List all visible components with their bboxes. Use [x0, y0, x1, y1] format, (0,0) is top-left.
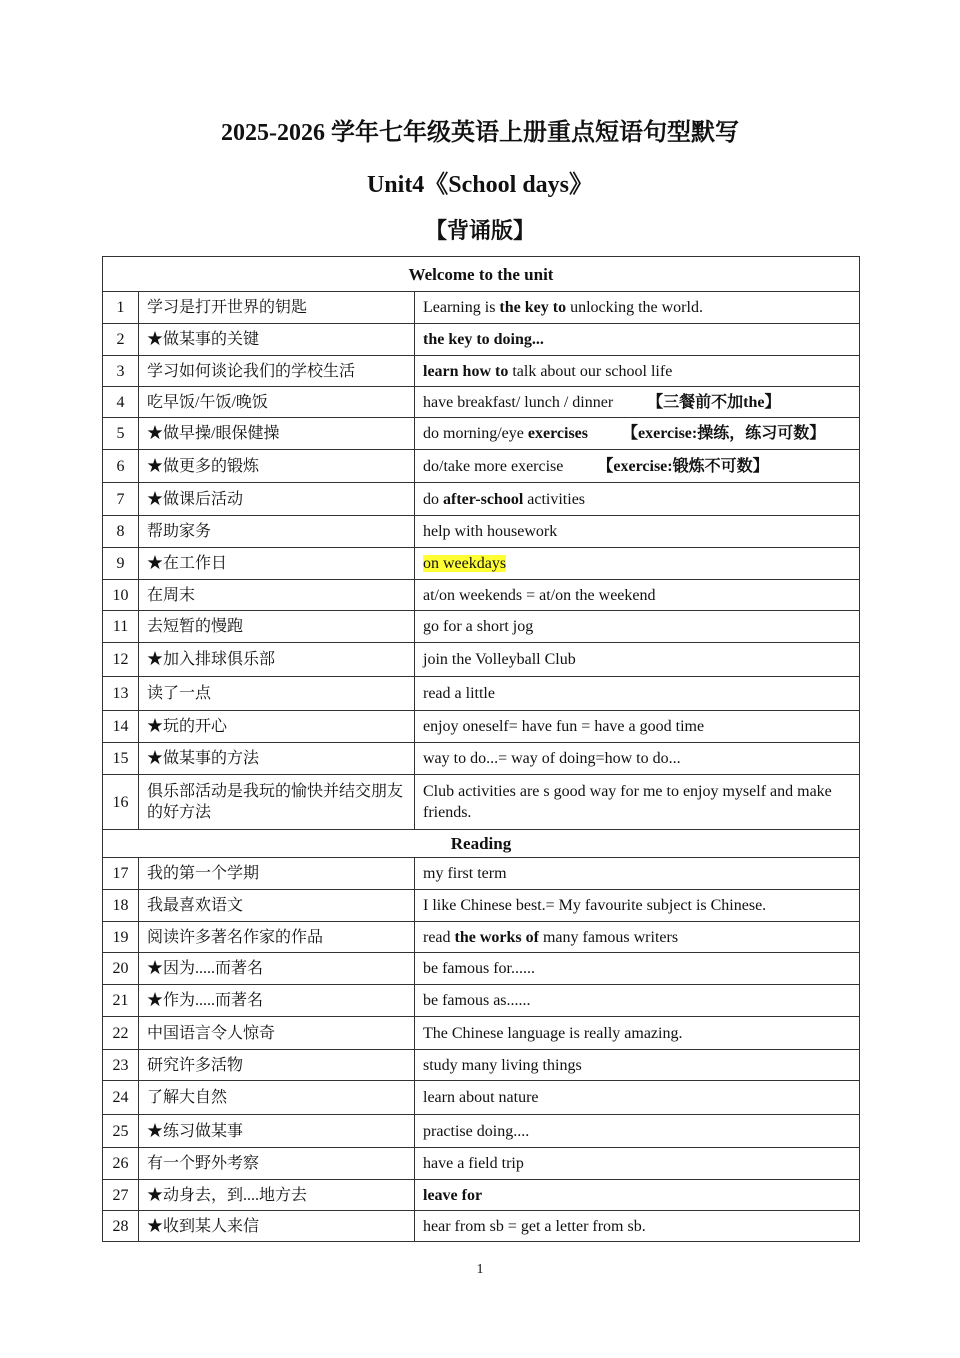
phrase-text: on weekdays	[423, 555, 507, 572]
row-number: 1	[103, 292, 139, 324]
chinese-phrase: 中国语言令人惊奇	[139, 1017, 415, 1050]
row-number: 24	[103, 1081, 139, 1115]
table-row	[103, 450, 860, 483]
row-number: 21	[103, 985, 139, 1017]
row-number: 17	[103, 858, 139, 890]
grammar-note: 【三餐前不加the】	[647, 393, 781, 411]
english-phrase	[415, 418, 860, 450]
row-number: 7	[103, 483, 139, 516]
phrase-text: The Chinese language is really amazing.	[423, 1024, 683, 1042]
english-phrase	[415, 743, 860, 775]
phrase-text: I like Chinese best.= My favourite subject is Chinese.	[423, 897, 767, 914]
english-phrase	[415, 580, 860, 611]
chinese-phrase: ★做更多的锻炼	[139, 450, 415, 483]
key-phrase: exercises	[527, 425, 588, 442]
chinese-phrase: 阅读许多著名作家的作品	[139, 922, 415, 953]
phrase-text: practise doing....	[423, 1122, 530, 1140]
chinese-phrase: 在周末	[139, 580, 415, 611]
table-row	[103, 985, 860, 1017]
english-phrase	[415, 1050, 860, 1081]
row-number: 11	[103, 611, 139, 643]
section-header: Welcome to the unit	[103, 257, 860, 292]
english-phrase	[415, 1211, 860, 1242]
table-row	[103, 677, 860, 711]
phrase-text: read a little	[423, 685, 495, 702]
chinese-phrase: ★动身去，到....地方去	[139, 1180, 415, 1211]
row-number: 18	[103, 890, 139, 922]
row-number: 9	[103, 548, 139, 580]
phrase-text: be famous as......	[423, 992, 531, 1009]
table-row	[103, 1148, 860, 1180]
phrase-text: have breakfast/ lunch / dinner	[423, 393, 614, 411]
phrase-text: read	[423, 928, 455, 946]
table-row	[103, 743, 860, 775]
page-number: 1	[476, 1262, 484, 1277]
phrase-text: hear from sb = get a letter from sb.	[423, 1217, 646, 1235]
table-row	[103, 516, 860, 548]
row-number: 15	[103, 743, 139, 775]
phrase-text: Learning is	[423, 299, 500, 316]
phrase-text: way to do...= way of doing=how to do...	[423, 750, 681, 767]
english-phrase	[415, 548, 860, 580]
table-row	[103, 922, 860, 953]
chinese-phrase: 学习是打开世界的钥匙	[139, 292, 415, 324]
english-phrase	[415, 292, 860, 324]
unit-title: Unit4《School days》	[366, 172, 594, 198]
key-phrase: the works of	[454, 928, 539, 946]
table-row	[103, 1081, 860, 1115]
chinese-phrase: ★做课后活动	[139, 483, 415, 516]
chinese-phrase: 了解大自然	[139, 1081, 415, 1115]
table-row	[103, 548, 860, 580]
key-phrase: the key to	[499, 299, 567, 316]
chinese-phrase: 学习如何谈论我们的学校生活	[139, 356, 415, 387]
english-phrase	[415, 387, 860, 418]
row-number: 26	[103, 1148, 139, 1180]
english-phrase	[415, 858, 860, 890]
phrase-text: do	[423, 490, 443, 508]
phrase-text: at/on weekends = at/on the weekend	[423, 586, 656, 604]
table-row	[103, 858, 860, 890]
row-number: 20	[103, 953, 139, 985]
phrase-text: learn about nature	[423, 1089, 539, 1106]
phrase-text: talk about our school life	[508, 362, 673, 380]
chinese-phrase: ★练习做某事	[139, 1115, 415, 1148]
table-row	[103, 1180, 860, 1211]
table-row	[103, 611, 860, 643]
version-label: 【背诵版】	[424, 218, 535, 243]
key-phrase: the key to doing...	[423, 331, 544, 348]
table-row	[103, 324, 860, 356]
table-row	[103, 643, 860, 677]
phrase-text: do/take more exercise	[423, 457, 564, 475]
phrase-text: enjoy oneself= have fun = have a good time	[423, 718, 705, 735]
chinese-phrase: ★在工作日	[139, 548, 415, 580]
document-title: 2025-2026 学年七年级英语上册重点短语句型默写	[221, 120, 739, 146]
chinese-phrase: ★做某事的关键	[139, 324, 415, 356]
grammar-note: 【exercise:操练，练习可数】	[622, 425, 826, 442]
table-row	[103, 356, 860, 387]
row-number: 16	[103, 775, 139, 830]
row-number: 28	[103, 1211, 139, 1242]
phrase-text: my first term	[423, 865, 507, 882]
english-phrase	[415, 324, 860, 356]
chinese-phrase: 吃早饭/午饭/晚饭	[139, 387, 415, 418]
english-phrase	[415, 450, 860, 483]
english-phrase	[415, 643, 860, 677]
chinese-phrase: ★作为.....而著名	[139, 985, 415, 1017]
row-number: 19	[103, 922, 139, 953]
row-number: 2	[103, 324, 139, 356]
chinese-phrase: 去短暂的慢跑	[139, 611, 415, 643]
phrase-text: be famous for......	[423, 960, 535, 977]
table-row	[103, 953, 860, 985]
key-phrase: leave for	[423, 1186, 483, 1204]
table-row	[103, 580, 860, 611]
english-phrase	[415, 611, 860, 643]
chinese-phrase: ★做某事的方法	[139, 743, 415, 775]
english-phrase	[415, 1180, 860, 1211]
english-phrase	[415, 1148, 860, 1180]
row-number: 3	[103, 356, 139, 387]
row-number: 8	[103, 516, 139, 548]
key-phrase: learn how to	[423, 362, 509, 380]
section-header: Reading	[103, 830, 860, 858]
phrase-text: do morning/eye	[423, 425, 528, 442]
english-phrase	[415, 775, 860, 830]
row-number: 12	[103, 643, 139, 677]
english-phrase	[415, 677, 860, 711]
table-row	[103, 1017, 860, 1050]
chinese-phrase: ★收到某人来信	[139, 1211, 415, 1242]
chinese-phrase: 读了一点	[139, 677, 415, 711]
table-row	[103, 418, 860, 450]
chinese-phrase: ★玩的开心	[139, 711, 415, 743]
phrase-text: unlocking the world.	[566, 299, 703, 316]
row-number: 23	[103, 1050, 139, 1081]
table-row	[103, 483, 860, 516]
chinese-phrase: ★因为.....而著名	[139, 953, 415, 985]
chinese-phrase: ★做早操/眼保健操	[139, 418, 415, 450]
table-row	[103, 890, 860, 922]
english-phrase	[415, 356, 860, 387]
table-row	[103, 387, 860, 418]
phrase-text: many famous writers	[538, 928, 679, 946]
chinese-phrase: 帮助家务	[139, 516, 415, 548]
phrase-text: study many living things	[423, 1056, 582, 1074]
row-number: 27	[103, 1180, 139, 1211]
table-row	[103, 711, 860, 743]
phrase-text: Club activities are s good way for me to enjoy myself and make friends.	[423, 783, 832, 821]
chinese-phrase: 俱乐部活动是我玩的愉快并结交朋友的好方法	[139, 775, 415, 830]
chinese-phrase: 研究许多活物	[139, 1050, 415, 1081]
phrase-table	[102, 256, 860, 1242]
english-phrase	[415, 711, 860, 743]
chinese-phrase: ★加入排球俱乐部	[139, 643, 415, 677]
row-number: 4	[103, 387, 139, 418]
chinese-phrase: 有一个野外考察	[139, 1148, 415, 1180]
table-row	[103, 1115, 860, 1148]
english-phrase	[415, 922, 860, 953]
english-phrase	[415, 890, 860, 922]
phrase-text: go for a short jog	[423, 618, 534, 635]
table-row	[103, 292, 860, 324]
english-phrase	[415, 953, 860, 985]
phrase-text: help with housework	[423, 523, 558, 540]
row-number: 10	[103, 580, 139, 611]
english-phrase	[415, 516, 860, 548]
phrase-text: activities	[523, 490, 586, 508]
english-phrase	[415, 483, 860, 516]
phrase-text: have a field trip	[423, 1155, 524, 1172]
english-phrase	[415, 1115, 860, 1148]
row-number: 25	[103, 1115, 139, 1148]
row-number: 13	[103, 677, 139, 711]
table-row	[103, 1050, 860, 1081]
chinese-phrase: 我最喜欢语文	[139, 890, 415, 922]
table-row	[103, 775, 860, 830]
grammar-note: 【exercise:锻炼不可数】	[597, 457, 769, 475]
english-phrase	[415, 1017, 860, 1050]
row-number: 22	[103, 1017, 139, 1050]
row-number: 14	[103, 711, 139, 743]
english-phrase	[415, 1081, 860, 1115]
chinese-phrase: 我的第一个学期	[139, 858, 415, 890]
english-phrase	[415, 985, 860, 1017]
key-phrase: after-school	[443, 490, 524, 508]
table-row	[103, 1211, 860, 1242]
phrase-text: join the Volleyball Club	[423, 651, 576, 668]
row-number: 6	[103, 450, 139, 483]
row-number: 5	[103, 418, 139, 450]
